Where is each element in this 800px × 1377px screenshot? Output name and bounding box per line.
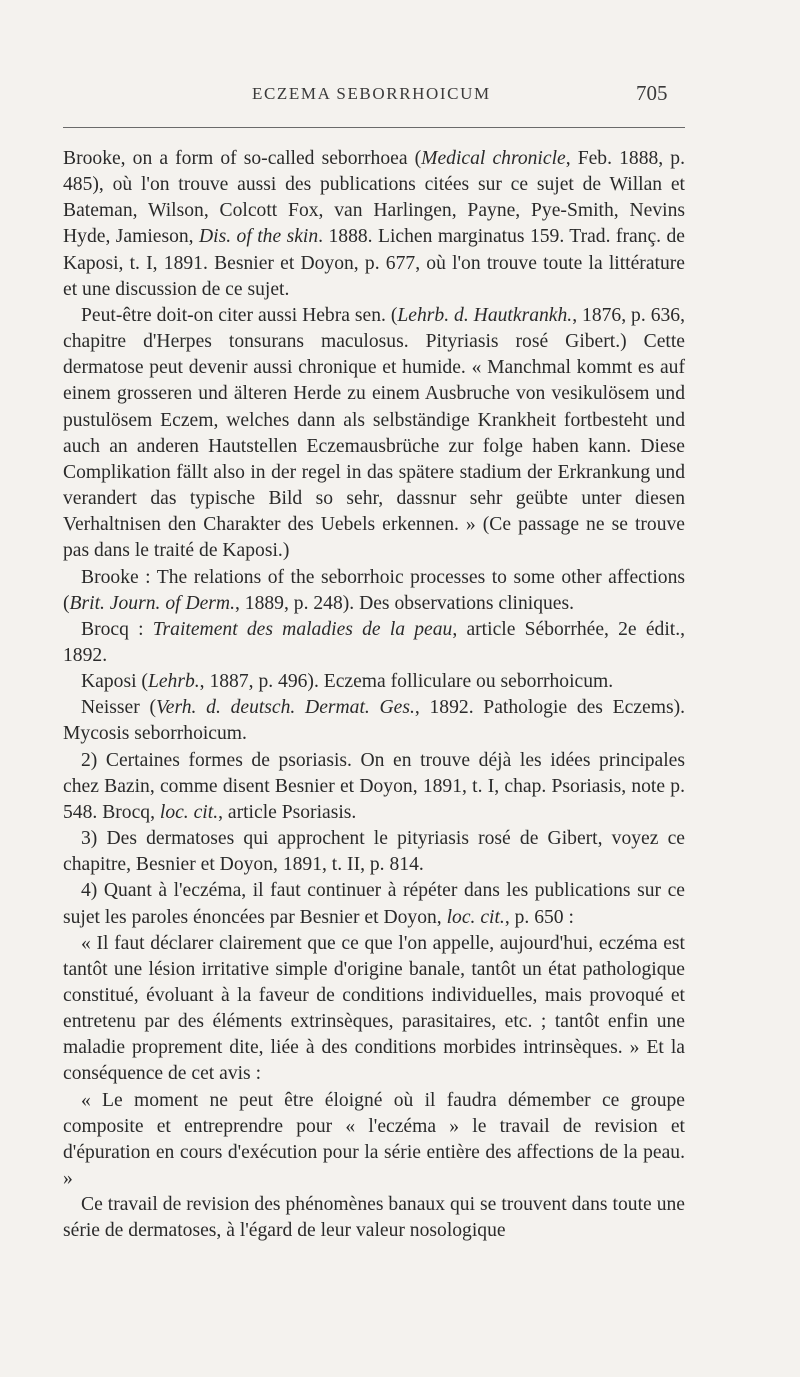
- text-run: Kaposi (: [81, 671, 148, 693]
- text-run: , Feb. 1888, p. 485), où l'on trouve aussi des publications citées sur ce sujet de Willan et Bateman, Wilson, Colcott Fox, van Harlingen, Payne, Pye-Smith, Nevins Hyde, Jamieson,: [63, 148, 685, 248]
- text-run: 3) Des dermatoses qui approchent le pityriasis rosé de Gibert, voyez ce chapitre, Besnier et Doyon, 1891, t. II, p. 814.: [63, 828, 685, 876]
- paragraph-p9: [63, 878, 685, 930]
- italic-citation: Lehrb.: [147, 671, 200, 693]
- italic-citation: Traitement des maladies de la peau: [152, 618, 453, 640]
- text-run: 2) Certaines formes de psoriasis. On en trouve déjà les idées principales chez Bazin, comme disent Besnier et Doyon, 1891, t. I, chap. Psoriasis, note p. 548. Brocq,: [63, 749, 685, 823]
- paragraph-p10: [63, 931, 685, 1088]
- page-header: [0, 81, 800, 114]
- paragraph-p1: [63, 146, 685, 303]
- text-run: , article Psoriasis.: [218, 801, 357, 823]
- italic-citation: loc. cit.: [159, 801, 219, 823]
- text-run: 4) Quant à l'eczéma, il faut continuer à répéter dans les publications sur ce sujet les paroles énoncées par Besnier et Doyon,: [63, 880, 685, 928]
- paragraph-p4: [63, 617, 685, 669]
- page-number: 705: [636, 81, 668, 105]
- italic-citation: Brit. Journ. of Derm.: [69, 592, 235, 614]
- italic-citation: loc. cit.: [446, 906, 505, 928]
- paragraph-p7: [63, 748, 685, 826]
- text-run: , article Séborrhée, 2e édit., 1892.: [63, 618, 686, 666]
- paragraph-p12: [63, 1192, 685, 1244]
- running-title: ECZEMA SEBORRHOICUM: [252, 84, 491, 103]
- text-run: Ce travail de revision des phénomènes banaux qui se trouvent dans toute une série de dermatoses, à l'égard de leur valeur nosologique: [63, 1194, 685, 1242]
- text-run: , p. 650 :: [504, 906, 574, 928]
- text-run: Brooke, on a form of so-called seborrhoea (: [63, 148, 422, 169]
- text-run: , 1887, p. 496). Eczema folliculare ou seborrhoicum.: [199, 671, 614, 693]
- text-run: Brocq :: [81, 618, 153, 640]
- paragraph-p8: [63, 826, 685, 878]
- italic-citation: Lehrb. d. Hautkrankh.: [397, 304, 573, 326]
- text-run: « Il faut déclarer clairement que ce que l'on appelle, aujourd'hui, eczéma est tantôt une lésion irritative simple d'origine banale, tantôt un état pathologique constitué, évoluant à la faveur de conditions individuelles, mais provoqué et entretenu par des éléments extrinsèques, parasitaires, etc. ; tantôt enfin une maladie proprement dite, liée à des conditions morbides intrinsèques. » Et la conséquence de cet avis :: [63, 932, 685, 1085]
- text-run: , 1876, p. 636, chapitre d'Herpes tonsurans maculosus. Pityriasis rosé Gibert.) Cette dermatose peut devenir aussi chronique et humide. « Manchmal kommt es auf einem grosseren und älteren Herde zu einem Ausbruche von vesikulösem und pustulösem Eczem, welches dann als selbständige Krankheit fortbesteht und auch an anderen Hautstellen Eczemausbrüche zur folge haben kann. Diese Complikation fällt also in der regel in das spätere stadium der Erkrankung und verandert das typische Bild so sehr, dassnur sehr geübte unter diesen Verhaltnisen den Charakter des Uebels erkennen. » (Ce passage ne se trouve pas dans le traité de Kaposi.): [63, 304, 685, 562]
- paragraph-p5: [63, 669, 685, 695]
- italic-citation: Medical chronicle: [421, 148, 566, 169]
- body-text: [63, 146, 685, 1245]
- header-rule: [63, 127, 685, 128]
- italic-citation: Verh. d. deutsch. Dermat. Ges.: [156, 697, 415, 719]
- text-run: Neisser (: [81, 697, 156, 719]
- italic-citation: Dis. of the skin: [199, 226, 319, 248]
- paragraph-p11: [63, 1088, 685, 1193]
- text-run: « Le moment ne peut être éloigné où il faudra démember ce groupe composite et entreprendre pour « l'eczéma » le travail de revision et d'épuration en cours d'exécution pour la série entière des affections de la peau. »: [63, 1089, 685, 1190]
- text-run: . 1888. Lichen marginatus 159. Trad. franç. de Kaposi, t. I, 1891. Besnier et Doyon, p. 677, où l'on trouve toute la littérature et une discussion de ce sujet.: [63, 226, 685, 300]
- paragraph-p2: [63, 303, 685, 565]
- paragraph-p3: [63, 565, 685, 617]
- text-run: , 1892. Pathologie des Eczems). Mycosis seborrhoicum.: [63, 697, 685, 745]
- paragraph-p6: [63, 695, 685, 747]
- text-run: , 1889, p. 248). Des observations cliniques.: [234, 592, 575, 614]
- text-run: Peut-être doit-on citer aussi Hebra sen. (: [81, 304, 398, 326]
- text-run: Brooke : The relations of the seborrhoic processes to some other affections (: [63, 566, 685, 614]
